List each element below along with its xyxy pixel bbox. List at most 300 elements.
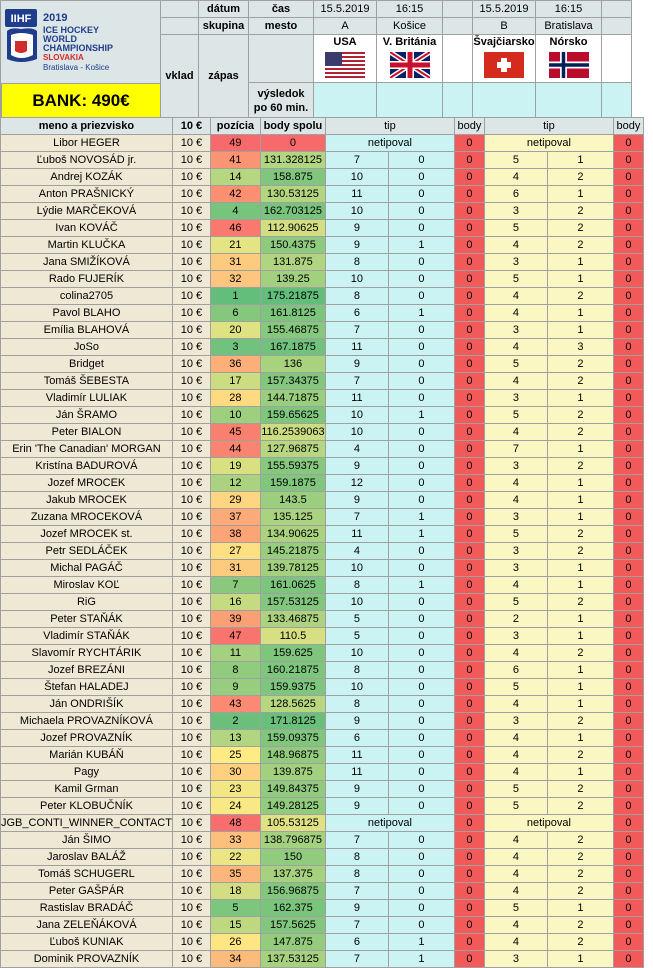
stake-cell: 10 € [172,441,210,458]
tip-match2-b1: 2 [484,611,547,628]
points-match2: 0 [613,917,643,934]
stake-cell: 10 € [172,611,210,628]
points-match2: 0 [613,679,643,696]
points-cell: 133.46875 [260,611,325,628]
usa-flag-icon [325,52,365,78]
tip-match2-b2: 2 [547,373,613,390]
stake-cell: 10 € [172,254,210,271]
tip-match1-a2: 1 [388,237,454,254]
position-cell: 47 [210,628,260,645]
tip-match2-b2: 1 [547,611,613,628]
position-cell: 30 [210,764,260,781]
table-row [1,186,644,203]
tip-match1-a2: 0 [388,543,454,560]
tip-match1-a1: 9 [325,713,388,730]
tip-match1-a2: 0 [388,288,454,305]
tip-match2-b1: 4 [484,832,547,849]
points-match1: 0 [454,237,484,254]
tip-match2-b1: 3 [484,203,547,220]
tip-match1-a1: 9 [325,458,388,475]
tip-match1-a1: 7 [325,373,388,390]
participant-name: Ján ŠIMO [1,832,173,849]
points-match2: 0 [613,951,643,968]
tip-match1-a2: 0 [388,798,454,815]
points-match1: 0 [454,764,484,781]
position-cell: 38 [210,526,260,543]
points-match1: 0 [454,543,484,560]
table-row [1,407,644,424]
tip-match1-a1: 8 [325,849,388,866]
participant-name: Jaroslav BALÁŽ [1,849,173,866]
participant-name: Slavomír RYCHTÁRIK [1,645,173,662]
participant-name: Zuzana MROCEKOVÁ [1,509,173,526]
points-cell: 159.1875 [260,475,325,492]
points-cell: 157.34375 [260,373,325,390]
points-match1: 0 [454,441,484,458]
points-match1: 0 [454,509,484,526]
tip-match1-a1: 7 [325,917,388,934]
points-match1: 0 [454,798,484,815]
points-match2: 0 [613,424,643,441]
tip-match1-a1: 8 [325,577,388,594]
tip-match2-b1: 6 [484,662,547,679]
stake-cell: 10 € [172,237,210,254]
points-cell: 157.53125 [260,594,325,611]
logo-year: 2019 [43,12,68,24]
tip-match1-a2: 0 [388,271,454,288]
points-match1: 0 [454,560,484,577]
points-cell: 139.25 [260,271,325,288]
team2-name: V. Británia [382,36,437,48]
position-cell: 32 [210,271,260,288]
points-match2: 0 [613,543,643,560]
tip-match1-a1: 10 [325,169,388,186]
participant-name: Tomáš SCHUGERL [1,866,173,883]
tip-match1-a2: 0 [388,254,454,271]
points-match1: 0 [454,866,484,883]
table-row [1,628,644,645]
points-cell: 162.375 [260,900,325,917]
table-row [1,849,644,866]
points-match1: 0 [454,254,484,271]
points-match1: 0 [454,271,484,288]
participant-name: Miroslav KOĽ [1,577,173,594]
stake-cell: 10 € [172,186,210,203]
match2-city: Bratislava [536,18,602,35]
participant-name: Michaela PROVAZNÍKOVÁ [1,713,173,730]
tip-match2-b1: 4 [484,764,547,781]
tip-match2-b2: 2 [547,866,613,883]
tip-match2-b1: 4 [484,917,547,934]
points-cell: 0 [260,135,325,152]
points-match1: 0 [454,781,484,798]
tip-match2-b1: 6 [484,186,547,203]
participant-name: Peter STAŇÁK [1,611,173,628]
team1-name: USA [333,36,357,48]
participant-name: Štefan HALADEJ [1,679,173,696]
tip-match2-b1: 5 [484,900,547,917]
participant-name: Vladimír STAŇÁK [1,628,173,645]
tip-match2-b2: 1 [547,577,613,594]
points-match1: 0 [454,628,484,645]
tip-match1-a2: 0 [388,186,454,203]
points-match2: 0 [613,798,643,815]
table-row [1,373,644,390]
participant-name: Marián KUBÁŇ [1,747,173,764]
tip-match2-b2: 2 [547,220,613,237]
iihf-logo-icon [1,1,159,77]
participant-name: Pagy [1,764,173,781]
tip-match2-b2: 1 [547,679,613,696]
tip-match1-a1: 5 [325,628,388,645]
tip-match1-a2: 0 [388,628,454,645]
stake-cell: 10 € [172,781,210,798]
points-match1: 0 [454,288,484,305]
tip-match2-b2: 2 [547,526,613,543]
points-match2: 0 [613,747,643,764]
logo-country: SLOVAKIA [43,53,84,62]
stake-cell: 10 € [172,951,210,968]
points-cell: 127.96875 [260,441,325,458]
participant-name: Dominik PROVAZNÍK [1,951,173,968]
participant-name: JoSo [1,339,173,356]
match1-time: 16:15 [377,1,443,18]
table-row [1,798,644,815]
points-match1: 0 [454,135,484,152]
tip-match1-a1: 8 [325,254,388,271]
participant-name: Rastislav BRADÁČ [1,900,173,917]
table-row [1,152,644,169]
points-match2: 0 [613,526,643,543]
table-row [1,288,644,305]
position-cell: 24 [210,798,260,815]
stake-cell: 10 € [172,764,210,781]
table-row [1,645,644,662]
tip-match1-a2: 0 [388,594,454,611]
position-cell: 42 [210,186,260,203]
points-cell: 138.796875 [260,832,325,849]
table-row [1,271,644,288]
tip-match1-a2: 0 [388,560,454,577]
participant-name: Ľuboš NOVOSÁD jr. [1,152,173,169]
tip-match1-a1: 11 [325,390,388,407]
participant-name: Tomáš ŠEBESTA [1,373,173,390]
tip-match1-a1: 8 [325,866,388,883]
header-vklad: vklad [161,35,199,119]
points-match2: 0 [613,713,643,730]
tip-match1-a1: 5 [325,611,388,628]
match2-group: B [473,18,536,35]
col-tip-2: tip [484,118,613,135]
tip-match1-a1: 10 [325,424,388,441]
participant-name: Libor HEGER [1,135,173,152]
table-row [1,832,644,849]
points-cell: 134.90625 [260,526,325,543]
participant-name: Vladimír LULIAK [1,390,173,407]
tip-match2-b1: 5 [484,798,547,815]
tip-match2-b2: 2 [547,203,613,220]
table-row [1,220,644,237]
stake-cell: 10 € [172,458,210,475]
points-match1: 0 [454,169,484,186]
tip-match2-b1: 5 [484,271,547,288]
points-match2: 0 [613,152,643,169]
points-cell: 139.78125 [260,560,325,577]
tip-match2-b1: 4 [484,866,547,883]
position-cell: 39 [210,611,260,628]
participant-name: Erin 'The Canadian' MORGAN [1,441,173,458]
tip-match1-a1: 9 [325,492,388,509]
position-cell: 48 [210,815,260,832]
position-cell: 6 [210,305,260,322]
participant-name: Peter KLOBUČNÍK [1,798,173,815]
participant-name: Jozef MROCEK st. [1,526,173,543]
points-match2: 0 [613,135,643,152]
tip-match2-b2: 2 [547,781,613,798]
table-row [1,135,644,152]
position-cell: 21 [210,237,260,254]
tip-match1-a1: 7 [325,951,388,968]
points-cell: 159.9375 [260,679,325,696]
tip-match1-a2: 0 [388,849,454,866]
logo-line3: CHAMPIONSHIP [43,43,114,53]
stake-cell: 10 € [172,339,210,356]
table-row [1,254,644,271]
points-match1: 0 [454,373,484,390]
tip-match1-a1: 10 [325,645,388,662]
points-cell: 167.1875 [260,339,325,356]
stake-cell: 10 € [172,662,210,679]
stake-cell: 10 € [172,492,210,509]
participant-name: colina2705 [1,288,173,305]
points-cell: 150.4375 [260,237,325,254]
points-match1: 0 [454,951,484,968]
points-cell: 145.21875 [260,543,325,560]
tip-match1-a1: 8 [325,696,388,713]
participant-name: Michal PAGÁČ [1,560,173,577]
table-row [1,339,644,356]
points-cell: 148.96875 [260,747,325,764]
logo-brand: IIHF [10,13,32,25]
swiss-flag-icon [484,52,524,78]
stake-cell: 10 € [172,866,210,883]
team4-name: Nórsko [549,36,588,48]
points-match1: 0 [454,662,484,679]
position-cell: 34 [210,951,260,968]
position-cell: 45 [210,424,260,441]
result-label-2: po 60 min. [253,101,309,114]
stake-cell: 10 € [172,900,210,917]
position-cell: 46 [210,220,260,237]
tip-match1-a2: 1 [388,509,454,526]
position-cell: 44 [210,441,260,458]
table-row [1,458,644,475]
table-row [1,951,644,968]
table-row [1,543,644,560]
participant-name: Jozef MROCEK [1,475,173,492]
table-row [1,696,644,713]
tip-match1-a1: 11 [325,186,388,203]
tip-match2-b2: 1 [547,900,613,917]
points-match1: 0 [454,696,484,713]
tip-match2-b2: 2 [547,458,613,475]
points-match1: 0 [454,832,484,849]
tip-match2-b1: 4 [484,883,547,900]
tip-match1-a2: 0 [388,373,454,390]
stake-cell: 10 € [172,832,210,849]
table-row [1,203,644,220]
points-match2: 0 [613,203,643,220]
points-match1: 0 [454,186,484,203]
stake-cell: 10 € [172,135,210,152]
points-cell: 149.84375 [260,781,325,798]
team-uk [377,35,443,83]
tip-match1-a1: 10 [325,203,388,220]
points-match1: 0 [454,917,484,934]
tip-match1-a2: 0 [388,203,454,220]
tip-match1-a2: 0 [388,832,454,849]
points-match1: 0 [454,526,484,543]
tip-match2-b2: 1 [547,475,613,492]
stake-cell: 10 € [172,917,210,934]
stake-cell: 10 € [172,815,210,832]
points-match1: 0 [454,883,484,900]
tip-match2-b1: 4 [484,849,547,866]
stake-cell: 10 € [172,356,210,373]
tip-match1-a2: 0 [388,475,454,492]
points-match2: 0 [613,390,643,407]
points-cell: 143.5 [260,492,325,509]
points-cell: 160.21875 [260,662,325,679]
points-match2: 0 [613,781,643,798]
tip-match1-a2: 0 [388,390,454,407]
stake-cell: 10 € [172,390,210,407]
participant-name: Kristína BADUROVÁ [1,458,173,475]
tip-match2-b1: 4 [484,492,547,509]
tip-match2-b2: 2 [547,798,613,815]
points-match2: 0 [613,458,643,475]
tip-match2-b2: 1 [547,730,613,747]
position-cell: 20 [210,322,260,339]
table-row [1,781,644,798]
points-match2: 0 [613,407,643,424]
tip-match1-a2: 0 [388,441,454,458]
points-match2: 0 [613,900,643,917]
tip-match1-a1: 9 [325,900,388,917]
points-match1: 0 [454,679,484,696]
participant-name: Rado FUJERÍK [1,271,173,288]
tip-match2-b2: 2 [547,594,613,611]
tip-match2-b2: 1 [547,186,613,203]
participant-name: Peter BIALON [1,424,173,441]
points-match2: 0 [613,611,643,628]
tip-match2-b2: 1 [547,696,613,713]
tip-match1-a1: 9 [325,237,388,254]
points-cell: 110.5 [260,628,325,645]
tip-match1-a2: 0 [388,900,454,917]
tip-match2-b2: 1 [547,560,613,577]
tip-match1-a2: 0 [388,458,454,475]
tip-match2-b1: 5 [484,356,547,373]
tip-match2-b2: 2 [547,917,613,934]
participant-name: Peter GAŠPÁR [1,883,173,900]
position-cell: 3 [210,339,260,356]
tip-match1-a2: 1 [388,951,454,968]
tip-match1-a2: 0 [388,917,454,934]
points-match2: 0 [613,271,643,288]
points-match1: 0 [454,934,484,951]
points-match2: 0 [613,764,643,781]
points-match2: 0 [613,560,643,577]
points-match2: 0 [613,237,643,254]
points-cell: 150 [260,849,325,866]
tip-match2-b1: 3 [484,254,547,271]
tip-match2-b1: 5 [484,781,547,798]
participant-name: Andrej KOZÁK [1,169,173,186]
points-cell: 131.875 [260,254,325,271]
points-cell: 130.53125 [260,186,325,203]
position-cell: 2 [210,713,260,730]
col-name: meno a priezvisko [1,118,173,135]
position-cell: 36 [210,356,260,373]
points-match2: 0 [613,492,643,509]
uk-flag-icon [390,52,430,78]
tip-match1-a2: 1 [388,526,454,543]
position-cell: 25 [210,747,260,764]
tip-match2-b1: 4 [484,305,547,322]
tip-match2: netipoval [484,815,613,832]
header-skupina: skupina [199,18,249,35]
tip-match1-a1: 10 [325,271,388,288]
tip-match2-b2: 2 [547,883,613,900]
tip-match2-b1: 3 [484,713,547,730]
match1-group: A [314,18,377,35]
table-row [1,390,644,407]
table-row [1,237,644,254]
points-match2: 0 [613,322,643,339]
points-match2: 0 [613,305,643,322]
tip-match1-a1: 10 [325,594,388,611]
points-match2: 0 [613,866,643,883]
table-row [1,169,644,186]
table-row [1,475,644,492]
points-match1: 0 [454,458,484,475]
tip-match1-a2: 0 [388,662,454,679]
stake-cell: 10 € [172,305,210,322]
points-match2: 0 [613,169,643,186]
tip-match1-a1: 10 [325,560,388,577]
stake-cell: 10 € [172,271,210,288]
tip-match1-a2: 0 [388,713,454,730]
participant-name: Bridget [1,356,173,373]
tip-match2-b2: 1 [547,271,613,288]
points-match2: 0 [613,577,643,594]
points-cell: 147.875 [260,934,325,951]
stake-cell: 10 € [172,628,210,645]
position-cell: 41 [210,152,260,169]
points-match2: 0 [613,356,643,373]
tip-match1-a1: 9 [325,356,388,373]
points-match2: 0 [613,628,643,645]
stake-cell: 10 € [172,747,210,764]
table-row [1,577,644,594]
tip-match1-a1: 11 [325,747,388,764]
points-match2: 0 [613,815,643,832]
team-usa [314,35,377,83]
stake-cell: 10 € [172,713,210,730]
position-cell: 26 [210,934,260,951]
table-row [1,560,644,577]
